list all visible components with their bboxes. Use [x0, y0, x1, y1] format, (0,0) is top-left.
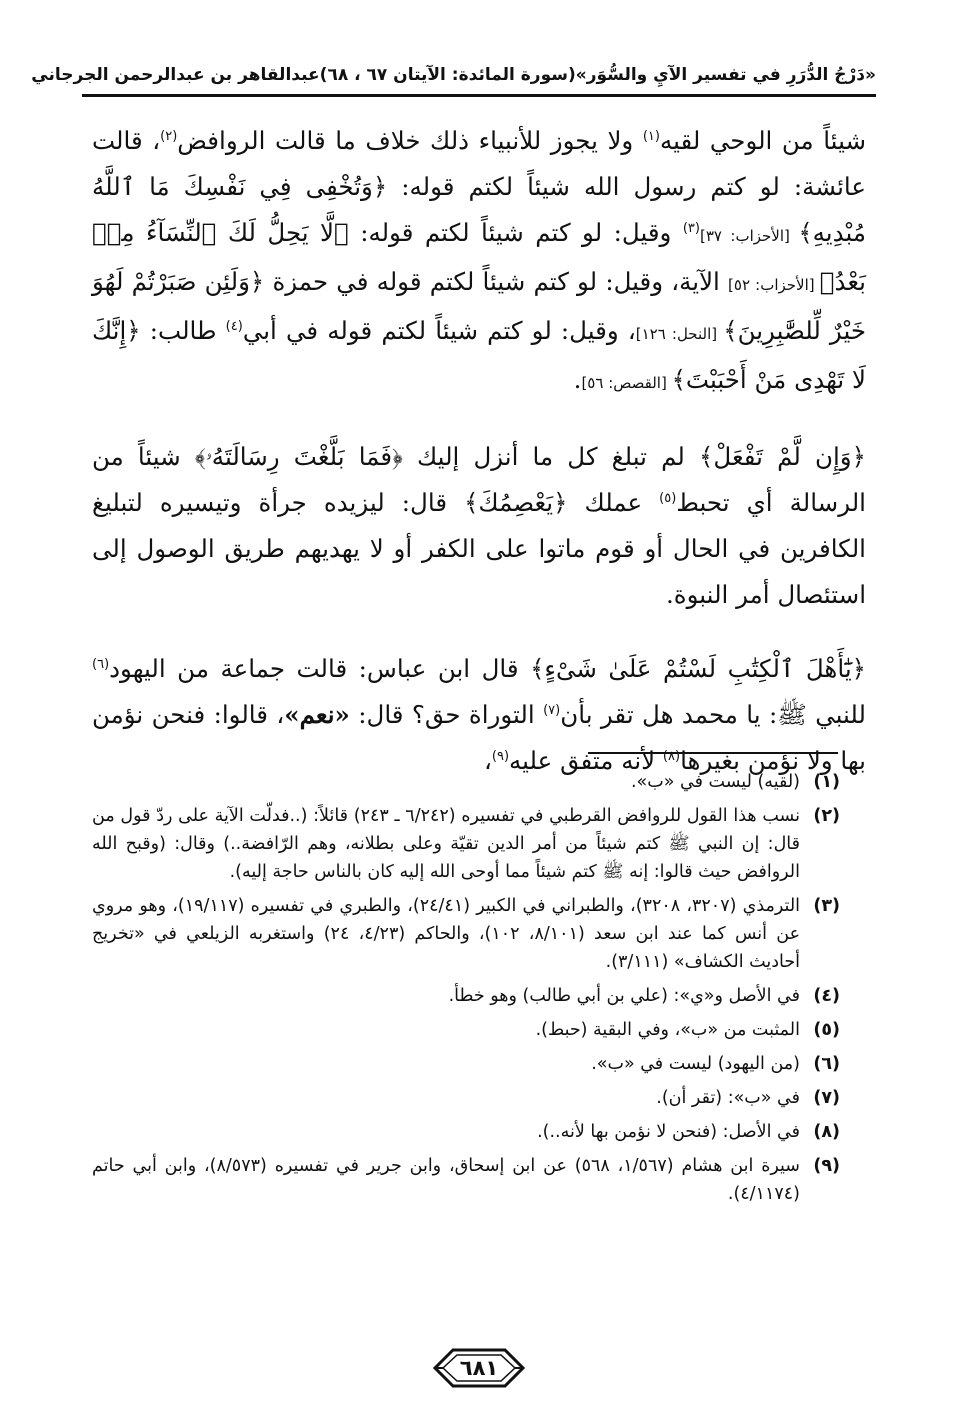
- footnotes: [92, 768, 840, 1214]
- footnote-ref: (٦): [92, 656, 110, 672]
- text: ، وقيل: لو كتم شيئاً لكتم قوله في أبي: [242, 316, 636, 345]
- text: قال ابن عباس: قالت جماعة من اليهود: [109, 654, 531, 683]
- footnote-3: [92, 892, 840, 976]
- header-author: عبدالقاهر بن عبدالرحمن الجرجاني: [31, 65, 320, 85]
- footnote-ref: (٣): [682, 220, 700, 236]
- footnote-number: (٦): [813, 1054, 840, 1074]
- quran-quote: ﴿إِنَّكَ لَا تَهْدِى مَنْ أَحْبَبْتَ﴾: [92, 316, 866, 394]
- footnote-number: (٤): [813, 986, 840, 1006]
- text: الآية، وقيل: لو كتم شيئاً لكتم قوله في حمزة: [264, 267, 729, 296]
- footnote-9: [92, 1152, 840, 1208]
- footnote-number: (٢): [813, 806, 840, 826]
- text: ، قالت عائشة: لو كتم رسول الله شيئاً لكتم قوله:: [92, 126, 866, 201]
- header-surah-info: (سورة المائدة: الآيتان ٦٧ ، ٦٨): [319, 65, 576, 85]
- text: ولا يجوز للأنبياء ذلك خلاف ما قالت الروافض: [177, 126, 643, 155]
- quran-quote: ﴿يَعْصِمُكَ﴾: [464, 488, 568, 517]
- footnote-5: [92, 1016, 840, 1044]
- footnote-number: (٥): [813, 1020, 840, 1040]
- main-text: [92, 118, 866, 812]
- page-number-ornament: [431, 1346, 527, 1390]
- quran-quote: ﴿يَٰٓأَهْلَ ٱلْكِتَٰبِ لَسْتُمْ عَلَىٰ شَىْءٍ﴾: [530, 654, 866, 683]
- text: للنبي ﷺ: يا محمد هل تقر بأن: [560, 700, 866, 729]
- footnote-ref: (١): [642, 128, 660, 144]
- verse-ref: [الأحزاب: ٥٢]: [728, 276, 820, 294]
- footnote-text: في الأصل: (فنحن لا نؤمن بها لأنه..).: [537, 1122, 800, 1142]
- footnote-4: [92, 982, 840, 1010]
- verse-ref: [النحل: ١٢٦]: [635, 325, 724, 343]
- footnote-7: [92, 1084, 840, 1112]
- quran-quote: ﴿فَمَا بَلَّغْتَ رِسَالَتَهُۥ﴾: [194, 442, 403, 471]
- footnote-text: نسب هذا القول للروافض القرطبي في تفسيره (٦/٢٤٢ ـ ٢٤٣) قائلاً: (..فدلّت الآية على ردّ قول من قال: إن النبي ﷺ كتم شيئاً من أمر الدين تقيّة وعلى بطلانه، وهم الرّافضة..) وقال: (وقبح الله الروافض حيث قالوا: إنه ﷺ كتم شيئاً مما أوحى الله إليه كان بالناس حاجة إليه).: [92, 806, 800, 882]
- text: لأنه متفق عليه: [509, 746, 663, 775]
- paragraph-2: [92, 434, 866, 618]
- text: لم تبلغ كل ما أنزل إليك: [402, 442, 700, 471]
- footnote-number: (٨): [813, 1122, 840, 1142]
- footnote-text: (لقيه) ليست في «ب».: [630, 772, 800, 792]
- footnote-text: الترمذي (٣٢٠٧، ٣٢٠٨)، والطبراني في الكبير (٢٤/٤١)، والطبري في تفسيره (١٩/١١٧)، وهو مروي عن أنس كما عند ابن سعد (٨/١٠١، ١٠٢)، والحاكم (٤/٢٣، ٢٤) واستغربه الزيلعي في «تخريج أحاديث الكشاف» (٣/١١١).: [92, 896, 801, 972]
- footnote-2: [92, 802, 840, 886]
- text: شيئاً من الرسالة أي تحبط: [92, 442, 866, 517]
- text: ،: [483, 746, 492, 775]
- quran-quote: ﴿لَّا يَحِلُّ لَكَ ٱلنِّسَآءُ مِنۢ بَعْدُ﴾: [92, 218, 866, 296]
- footnote-ref: (٧): [543, 702, 561, 718]
- footnote-ref: (٢): [160, 128, 178, 144]
- paragraph-3: [92, 646, 866, 784]
- quran-quote: ﴿وَإِن لَّمْ تَفْعَلْ﴾: [699, 442, 866, 471]
- text: شيئاً من الوحي لقيه: [659, 126, 866, 155]
- footnote-ref: (٥): [659, 490, 677, 506]
- footnote-number: (١): [813, 772, 840, 792]
- page-number: ٦٨١: [459, 1356, 499, 1380]
- footnote-6: [92, 1050, 840, 1078]
- footnote-8: [92, 1118, 840, 1146]
- footnote-number: (٣): [813, 896, 840, 916]
- verse-ref: [الأحزاب: ٣٧]: [699, 227, 799, 245]
- verse-ref: [القصص: ٥٦]: [581, 374, 672, 392]
- bold-quote: «نعم»: [284, 700, 350, 729]
- text: التوراة حق؟ قال:: [349, 700, 544, 729]
- footnote-text: سيرة ابن هشام (١/٥٦٧، ٥٦٨) عن ابن إسحاق، وابن جرير في تفسيره (٨/٥٧٣)، وابن أبي حاتم (٤/١١٧٤).: [92, 1156, 800, 1204]
- quran-quote: ﴿وَتُخْفِى فِي نَفْسِكَ مَا ٱللَّهُ مُبْدِيهِ﴾: [92, 172, 866, 247]
- footnote-text: المثبت من «ب»، وفي البقية (حبط).: [535, 1020, 800, 1040]
- running-header: [31, 58, 876, 92]
- header-rule: [82, 94, 876, 97]
- footnote-text: في الأصل و«ي»: (علي بن أبي طالب) وهو خطأ.: [448, 986, 800, 1006]
- text: .: [573, 365, 582, 394]
- footnote-text: (من اليهود) ليست في «ب».: [591, 1054, 800, 1074]
- text: قال: ليزيده جرأة وتيسيره لتبليغ الكافرين في الحال أو قوم ماتوا على الكفر أو لا يهديهم طريق الوصول إلى استئصال أمر النبوة.: [92, 488, 866, 609]
- quran-quote: ﴿وَلَئِن صَبَرْتُمْ لَهُوَ خَيْرٌ لِّلصَّٰبِرِينَ﴾: [92, 267, 866, 345]
- footnote-1: [92, 768, 840, 796]
- footnote-ref: (٩): [491, 748, 510, 764]
- footnote-ref: (٨): [662, 748, 681, 764]
- header-book-title: «دَرْجُ الدُّرَرِ في تفسير الآيِ والسُّوَر»: [575, 65, 876, 85]
- footnote-text: في «ب»: (تقر أن).: [656, 1088, 800, 1108]
- footnote-separator: [588, 752, 838, 754]
- text: وقيل: لو كتم شيئاً لكتم قوله:: [348, 218, 683, 247]
- footnote-number: (٧): [813, 1088, 840, 1108]
- text: عملك: [567, 488, 660, 517]
- paragraph-1: [92, 118, 866, 406]
- text: طالب:: [140, 316, 226, 345]
- footnote-ref: (٤): [225, 318, 243, 334]
- footnote-number: (٩): [813, 1156, 840, 1176]
- text: ، قالوا: فنحن نؤمن بها ولا نؤمن بغيرها: [92, 700, 866, 775]
